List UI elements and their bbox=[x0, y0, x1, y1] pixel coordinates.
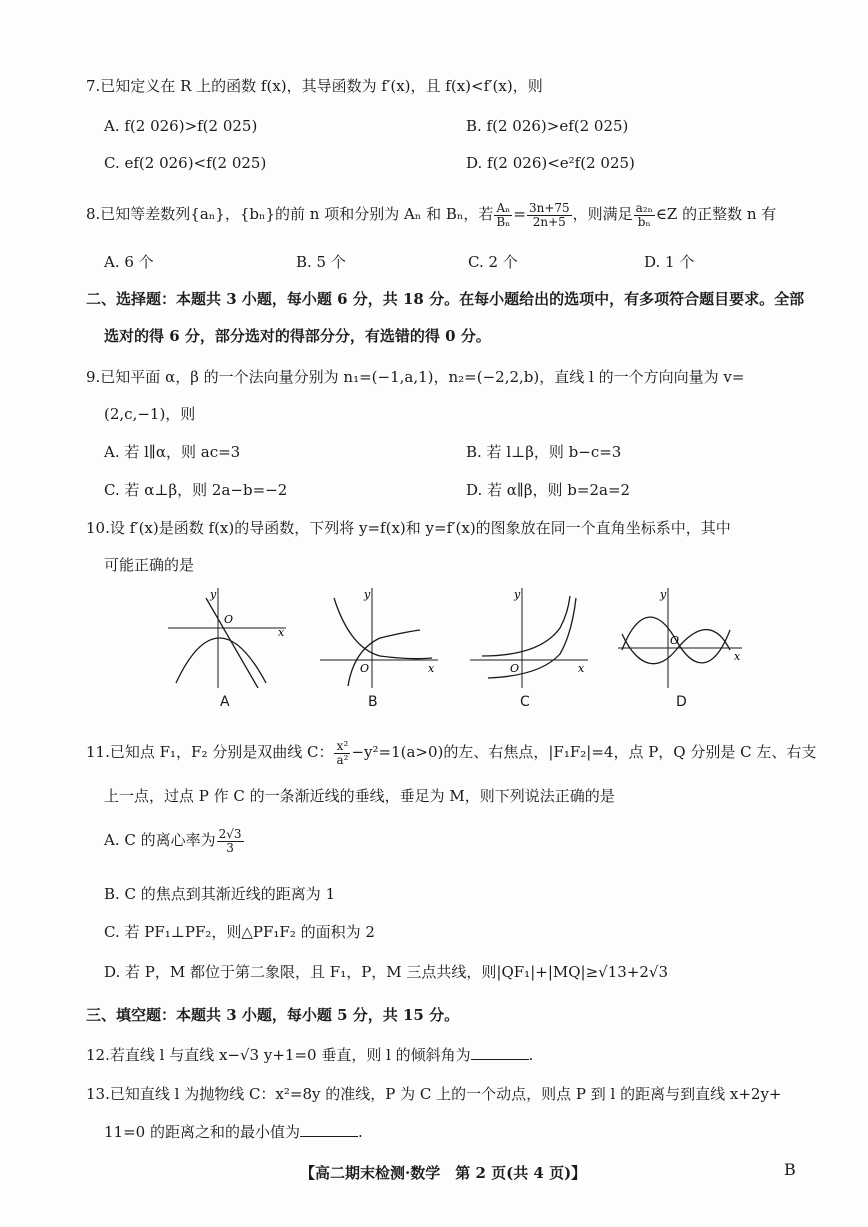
graph-d-x-label: x bbox=[734, 650, 741, 663]
q9-option-d: D. 若 α∥β，则 b=2a=2 bbox=[466, 481, 631, 499]
q12-stem-text: 12.若直线 l 与直线 x−√3 y+1=0 垂直，则 l 的倾斜角为 bbox=[86, 1046, 471, 1064]
q12-stem-end: . bbox=[528, 1046, 534, 1064]
q10-stem: 10.设 f′(x)是函数 f(x)的导函数，下列将 y=f(x)和 y=f′(x)的图象放在同一个直角坐标系中，其中 bbox=[86, 519, 731, 537]
q7-option-c: C. ef(2 026)<f(2 025) bbox=[104, 154, 267, 172]
q8-fraction-ab2: $\frac{\text{a₂ₙ}}{\text{bₙ}}$ bbox=[635, 200, 653, 229]
graph-a-y-label: y bbox=[210, 588, 217, 601]
page-footer: 【高二期末检测·数学 第 2 页(共 4 页)】 bbox=[300, 1164, 587, 1182]
graph-c-label: C bbox=[520, 694, 530, 710]
q10-stem-cont: 可能正确的是 bbox=[104, 556, 195, 574]
q13-answer-blank[interactable] bbox=[300, 1122, 358, 1137]
q13-stem-cont bbox=[104, 1122, 363, 1142]
q9-stem-cont: (2,c,−1)，则 bbox=[104, 405, 196, 423]
q11-stem-part1: 11.已知点 F₁，F₂ 分别是双曲线 C： bbox=[86, 743, 334, 761]
q12-answer-blank[interactable] bbox=[471, 1045, 529, 1060]
q7-option-a: A. f(2 026)>f(2 025) bbox=[104, 117, 258, 135]
q11-option-a-text: A. C 的离心率为 bbox=[104, 831, 216, 849]
q11-stem-part2: −y²=1(a>0)的左、右焦点，|F₁F₂|=4，点 P，Q 分别是 C 左、右支 bbox=[351, 743, 817, 761]
graph-b bbox=[320, 588, 440, 688]
q8-option-d: D. 1 个 bbox=[644, 253, 695, 271]
q8-fraction-ratio: $\frac{3n+75}{2n+5}$ bbox=[528, 200, 570, 229]
graph-c bbox=[470, 588, 590, 688]
q11-stem-cont: 上一点，过点 P 作 C 的一条渐近线的垂线，垂足为 M，则下列说法正确的是 bbox=[104, 787, 615, 805]
q13-stem: 13.已知直线 l 为抛物线 C：x²=8y 的准线，P 为 C 上的一个动点，则点 P 到 l 的距离与到直线 x+2y+ bbox=[86, 1085, 782, 1103]
q11-option-a-fraction: $\frac{2√3}{3}$ bbox=[218, 826, 242, 855]
q7-stem: 7.已知定义在 R 上的函数 f(x)，其导函数为 f′(x)，且 f(x)<f′(x)，则 bbox=[86, 77, 543, 95]
graph-c-x-label: x bbox=[578, 662, 585, 675]
q11-hyperbola-fraction: $\frac{\text{x²}}{\text{a²}}$ bbox=[336, 738, 349, 767]
graph-a-label: A bbox=[220, 694, 230, 710]
section2-heading-cont: 选对的得 6 分，部分选对的得部分分，有选错的得 0 分。 bbox=[104, 327, 491, 345]
q9-option-c: C. 若 α⊥β，则 2a−b=−2 bbox=[104, 481, 288, 499]
section3-heading: 三、填空题：本题共 3 小题，每小题 5 分，共 15 分。 bbox=[86, 1006, 460, 1024]
q8-option-a: A. 6 个 bbox=[104, 253, 154, 271]
q9-stem: 9.已知平面 α，β 的一个法向量分别为 n₁=(−1,a,1)，n₂=(−2,2,b)，直线 l 的一个方向向量为 v= bbox=[86, 368, 745, 386]
q8-equals: = bbox=[513, 205, 526, 223]
graph-d bbox=[618, 588, 746, 688]
q11-option-c: C. 若 PF₁⊥PF₂，则△PF₁F₂ 的面积为 2 bbox=[104, 923, 375, 941]
graph-b-x-label: x bbox=[428, 662, 435, 675]
q11-option-d: D. 若 P，M 都位于第二象限，且 F₁，P，M 三点共线，则|QF₁|+|MQ|≥√13+2√3 bbox=[104, 963, 669, 981]
q11-stem bbox=[86, 738, 816, 767]
graph-b-label: B bbox=[368, 694, 378, 710]
q7-option-d: D. f(2 026)<e²f(2 025) bbox=[466, 154, 635, 172]
q9-option-b: B. 若 l⊥β，则 b−c=3 bbox=[466, 443, 622, 461]
q11-option-b: B. C 的焦点到其渐近线的距离为 1 bbox=[104, 885, 336, 903]
graph-a bbox=[168, 588, 288, 688]
q13-stem-text: 11=0 的距离之和的最小值为 bbox=[104, 1123, 300, 1141]
q13-stem-end: . bbox=[357, 1123, 363, 1141]
section2-heading: 二、选择题：本题共 3 小题，每小题 6 分，共 18 分。在每小题给出的选项中，有多项符合题目要求。全部 bbox=[86, 290, 805, 308]
graph-a-x-label: x bbox=[278, 626, 285, 639]
q12-stem bbox=[86, 1045, 533, 1065]
q8-option-c: C. 2 个 bbox=[468, 253, 518, 271]
q8-option-b: B. 5 个 bbox=[296, 253, 346, 271]
q8-stem-part3: ∈Z 的正整数 n 有 bbox=[655, 205, 777, 223]
q8-stem bbox=[86, 200, 776, 229]
graph-b-y-label: y bbox=[364, 588, 371, 601]
q8-stem-part1: 8.已知等差数列{aₙ}，{bₙ}的前 n 项和分别为 Aₙ 和 Bₙ，若 bbox=[86, 205, 494, 223]
graph-c-origin: O bbox=[510, 662, 520, 675]
q11-option-a bbox=[104, 826, 245, 855]
q7-option-b: B. f(2 026)>ef(2 025) bbox=[466, 117, 629, 135]
graph-b-origin: O bbox=[360, 662, 370, 675]
paper-version-mark: B bbox=[784, 1160, 796, 1179]
q8-stem-part2: ，则满足 bbox=[572, 205, 633, 223]
graph-d-origin: O bbox=[670, 634, 680, 647]
q9-option-a: A. 若 l∥α，则 ac=3 bbox=[104, 443, 241, 461]
q8-fraction-ab: $\frac{\text{Aₙ}}{\text{Bₙ}}$ bbox=[496, 200, 511, 229]
graph-d-label: D bbox=[676, 694, 687, 710]
graph-a-origin: O bbox=[224, 613, 234, 626]
graph-d-y-label: y bbox=[660, 588, 667, 601]
graph-c-y-label: y bbox=[514, 588, 521, 601]
